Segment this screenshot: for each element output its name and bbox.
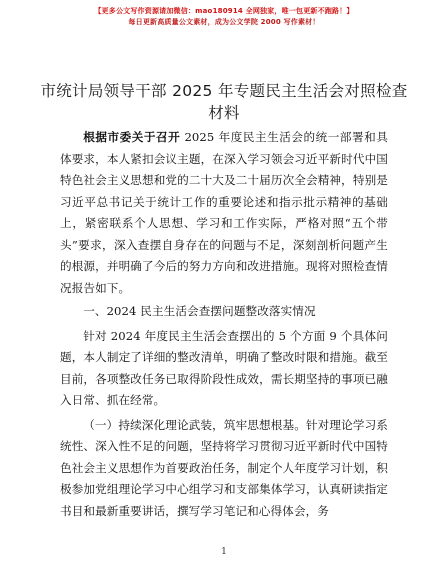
document-title: 市统计局领导干部 2025 年专题民主生活会对照检查材料: [40, 82, 408, 122]
section-1-paragraph: 针对 2024 年度民主生活会查摆出的 5 个方面 9 个具体问题，本人制定了详细的整改清单，明确了整改时限和措施。截至目前，各项整改任务已取得阶段性成效，需长期坚持的事项已融入日常、抓在经常。: [60, 328, 388, 407]
subsection-1-paragraph: （一）持续深化理论武装，筑牢思想根基。针对理论学习系统性、深入性不足的问题，坚持将学习贯彻习近平新时代中国特色社会主义思想作为首要政治任务，制定个人年度学习计划，积极参加党组理论学习中心组学习和支部集体学习，认真研读指定书目和最新重要讲话，撰写学习笔记和心得体会，务: [60, 417, 388, 518]
promo-banner-line-1: 【更多公文写作资源请加微信：mao180914 全网独家，唯一包更新不跑路！】: [94, 7, 354, 15]
promo-banner-line-2: 每日更新高质量公文素材，成为公文学院 2000 写作素材！: [128, 18, 320, 26]
document-body: [60, 127, 388, 525]
promo-banner: [0, 6, 448, 28]
intro-paragraph: [60, 127, 388, 299]
intro-text: 2025 年度民主生活会的统一部署和具体要求，本人紧扣会议主题，在深入学习领会习近平新时代中国特色社会主义思想和党的二十大及二十届历次全会精神，特别是习近平总书记关于统计工作的重要论述和指示批示精神的基础上，紧密联系个人思想、学习和工作实际，严格对照“五个带头”要求，深入查摆自身存在的问题与不足，深刻剖析问题产生的根源，并明确了今后的努力方向和改进措施。现将对照检查情况报告如下。: [60, 130, 388, 295]
page-number: 1: [221, 547, 227, 557]
section-1-heading: 一、2024 民主生活会查摆问题整改落实情况: [83, 304, 316, 318]
intro-lead: 根据市委关于召开: [83, 130, 181, 144]
